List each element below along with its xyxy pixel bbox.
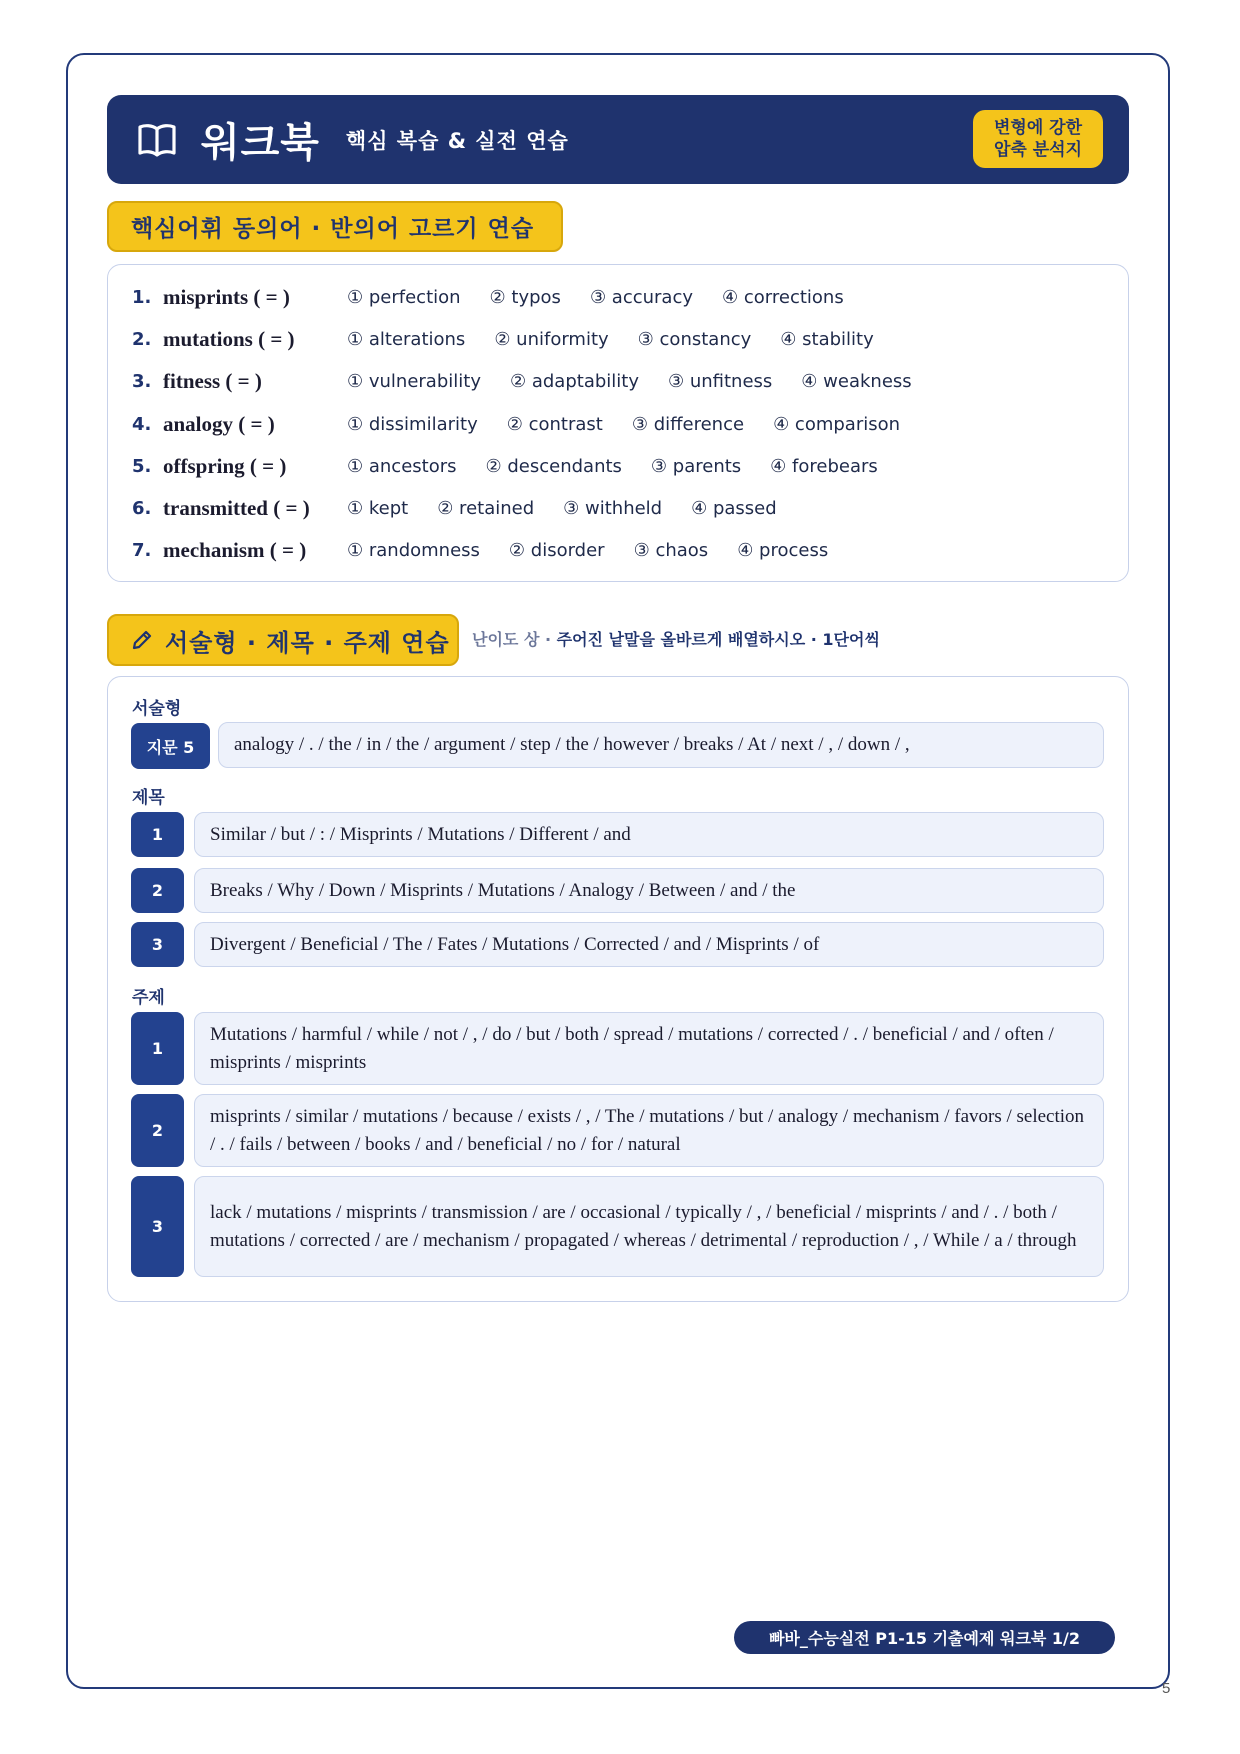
vocab-option[interactable]: ③ parents bbox=[650, 455, 742, 477]
vocab-number: 6. bbox=[132, 497, 152, 519]
vocab-option[interactable]: ③ accuracy bbox=[589, 286, 694, 308]
vocab-option[interactable]: ④ passed bbox=[691, 497, 777, 519]
vocab-number: 1. bbox=[132, 286, 152, 308]
vocab-number: 5. bbox=[132, 455, 152, 477]
theme-number-badge: 3 bbox=[131, 1176, 184, 1277]
title-number-badge: 2 bbox=[131, 868, 184, 913]
writing-panel bbox=[107, 676, 1129, 1302]
title-word-box[interactable]: Breaks / Why / Down / Misprints / Mutations / Analogy / Between / and / the bbox=[194, 868, 1104, 913]
descriptive-label: 서술형 bbox=[132, 699, 182, 719]
page-number: 5 bbox=[1162, 1680, 1171, 1697]
vocab-item bbox=[132, 409, 929, 439]
theme-number-badge: 1 bbox=[131, 1012, 184, 1085]
theme-number-badge: 2 bbox=[131, 1094, 184, 1167]
vocab-option[interactable]: ③ constancy bbox=[637, 328, 752, 350]
vocab-word: transmitted ( = ) bbox=[163, 495, 310, 520]
vocab-option[interactable]: ② uniformity bbox=[494, 328, 609, 350]
vocab-item bbox=[132, 282, 873, 312]
descriptive-word-box[interactable]: analogy / . / the / in / the / argument / step / the / however / breaks / At / next / , / down / , bbox=[218, 722, 1104, 768]
vocab-option[interactable]: ④ comparison bbox=[773, 413, 901, 435]
vocab-option[interactable]: ② descendants bbox=[485, 455, 622, 477]
vocab-option[interactable]: ④ forebears bbox=[770, 455, 878, 477]
vocab-item bbox=[132, 535, 857, 565]
vocab-option[interactable]: ③ withheld bbox=[563, 497, 663, 519]
header-badge-line2: 압축 분석지 bbox=[993, 140, 1083, 160]
pencil-icon bbox=[131, 629, 153, 651]
theme-word-box[interactable]: misprints / similar / mutations / because / exists / , / The / mutations / but / analogy / mechanism / favors / selection / . / fails / between / books / and / beneficial / no / for / natural bbox=[194, 1094, 1104, 1167]
vocab-option[interactable]: ② disorder bbox=[508, 539, 605, 561]
header-badge-line1: 변형에 강한 bbox=[993, 118, 1083, 138]
title-word-box[interactable]: Divergent / Beneficial / The / Fates / Mutations / Corrected / and / Misprints / of bbox=[194, 922, 1104, 967]
vocab-number: 3. bbox=[132, 370, 152, 392]
vocab-item bbox=[132, 366, 941, 396]
vocab-word: analogy ( = ) bbox=[163, 411, 275, 436]
vocab-option[interactable]: ④ process bbox=[737, 539, 829, 561]
vocab-word: mechanism ( = ) bbox=[163, 537, 307, 562]
vocab-option[interactable]: ① perfection bbox=[347, 286, 461, 308]
vocab-option[interactable]: ④ corrections bbox=[722, 286, 844, 308]
vocab-option[interactable]: ① vulnerability bbox=[347, 370, 481, 392]
footer-label: 빠바_수능실전 P1-15 기출예제 워크북 1/2 bbox=[734, 1621, 1115, 1654]
passage-badge: 지문 5 bbox=[131, 723, 210, 769]
vocab-option[interactable]: ② adaptability bbox=[509, 370, 639, 392]
theme-word-box[interactable]: Mutations / harmful / while / not / , / do / but / both / spread / mutations / corrected / . / beneficial / and / often / misprints / misprints bbox=[194, 1012, 1104, 1085]
vocab-option[interactable]: ① dissimilarity bbox=[347, 413, 478, 435]
vocab-option[interactable]: ① randomness bbox=[347, 539, 480, 561]
vocab-number: 7. bbox=[132, 539, 152, 561]
vocab-option[interactable]: ① ancestors bbox=[347, 455, 457, 477]
open-book-icon bbox=[137, 120, 177, 160]
vocab-number: 2. bbox=[132, 328, 152, 350]
vocab-option[interactable]: ① kept bbox=[347, 497, 409, 519]
difficulty-instruction bbox=[472, 627, 880, 650]
vocab-item bbox=[132, 324, 903, 354]
workbook-title: 워크북 bbox=[201, 120, 320, 166]
vocab-option[interactable]: ① alterations bbox=[347, 328, 466, 350]
vocab-item bbox=[132, 451, 907, 481]
vocab-option[interactable]: ④ stability bbox=[780, 328, 874, 350]
workbook-header bbox=[107, 95, 1129, 184]
vocab-number: 4. bbox=[132, 413, 152, 435]
vocab-option[interactable]: ③ difference bbox=[631, 413, 745, 435]
vocab-option[interactable]: ④ weakness bbox=[801, 370, 912, 392]
vocab-option[interactable]: ② retained bbox=[437, 497, 535, 519]
writing-section-title-text: 서술형 · 제목 · 주제 연습 bbox=[165, 628, 450, 657]
title-number-badge: 3 bbox=[131, 922, 184, 967]
vocab-item bbox=[132, 493, 806, 523]
theme-word-box[interactable]: lack / mutations / misprints / transmission / are / occasional / typically / , / beneficial / misprints / and / . / both / mutations / corrected / are / mechanism / propagated / whereas / detrimental / reproduction / , / While / a / through bbox=[194, 1176, 1104, 1277]
vocab-option[interactable]: ② typos bbox=[489, 286, 561, 308]
vocab-word: offspring ( = ) bbox=[163, 453, 287, 478]
vocab-word: mutations ( = ) bbox=[163, 326, 295, 351]
title-number-badge: 1 bbox=[131, 812, 184, 857]
vocab-option[interactable]: ② contrast bbox=[506, 413, 603, 435]
vocab-word: misprints ( = ) bbox=[163, 284, 290, 309]
vocab-option[interactable]: ③ chaos bbox=[633, 539, 709, 561]
title-label: 제목 bbox=[132, 788, 165, 808]
difficulty-label: 난이도 상 · bbox=[472, 630, 552, 649]
vocab-option[interactable]: ③ unfitness bbox=[667, 370, 773, 392]
vocab-panel bbox=[107, 264, 1129, 582]
workbook-subtitle: 핵심 복습 & 실전 연습 bbox=[345, 128, 569, 153]
writing-section-title bbox=[107, 614, 459, 666]
vocab-word: fitness ( = ) bbox=[163, 368, 262, 393]
vocab-section-title: 핵심어휘 동의어 · 반의어 고르기 연습 bbox=[107, 201, 563, 252]
theme-label: 주제 bbox=[132, 988, 165, 1008]
instruction-text: 주어진 낱말을 올바르게 배열하시오 · 1단어씩 bbox=[556, 630, 880, 649]
header-badge bbox=[973, 110, 1103, 168]
title-word-box[interactable]: Similar / but / : / Misprints / Mutations / Different / and bbox=[194, 812, 1104, 857]
